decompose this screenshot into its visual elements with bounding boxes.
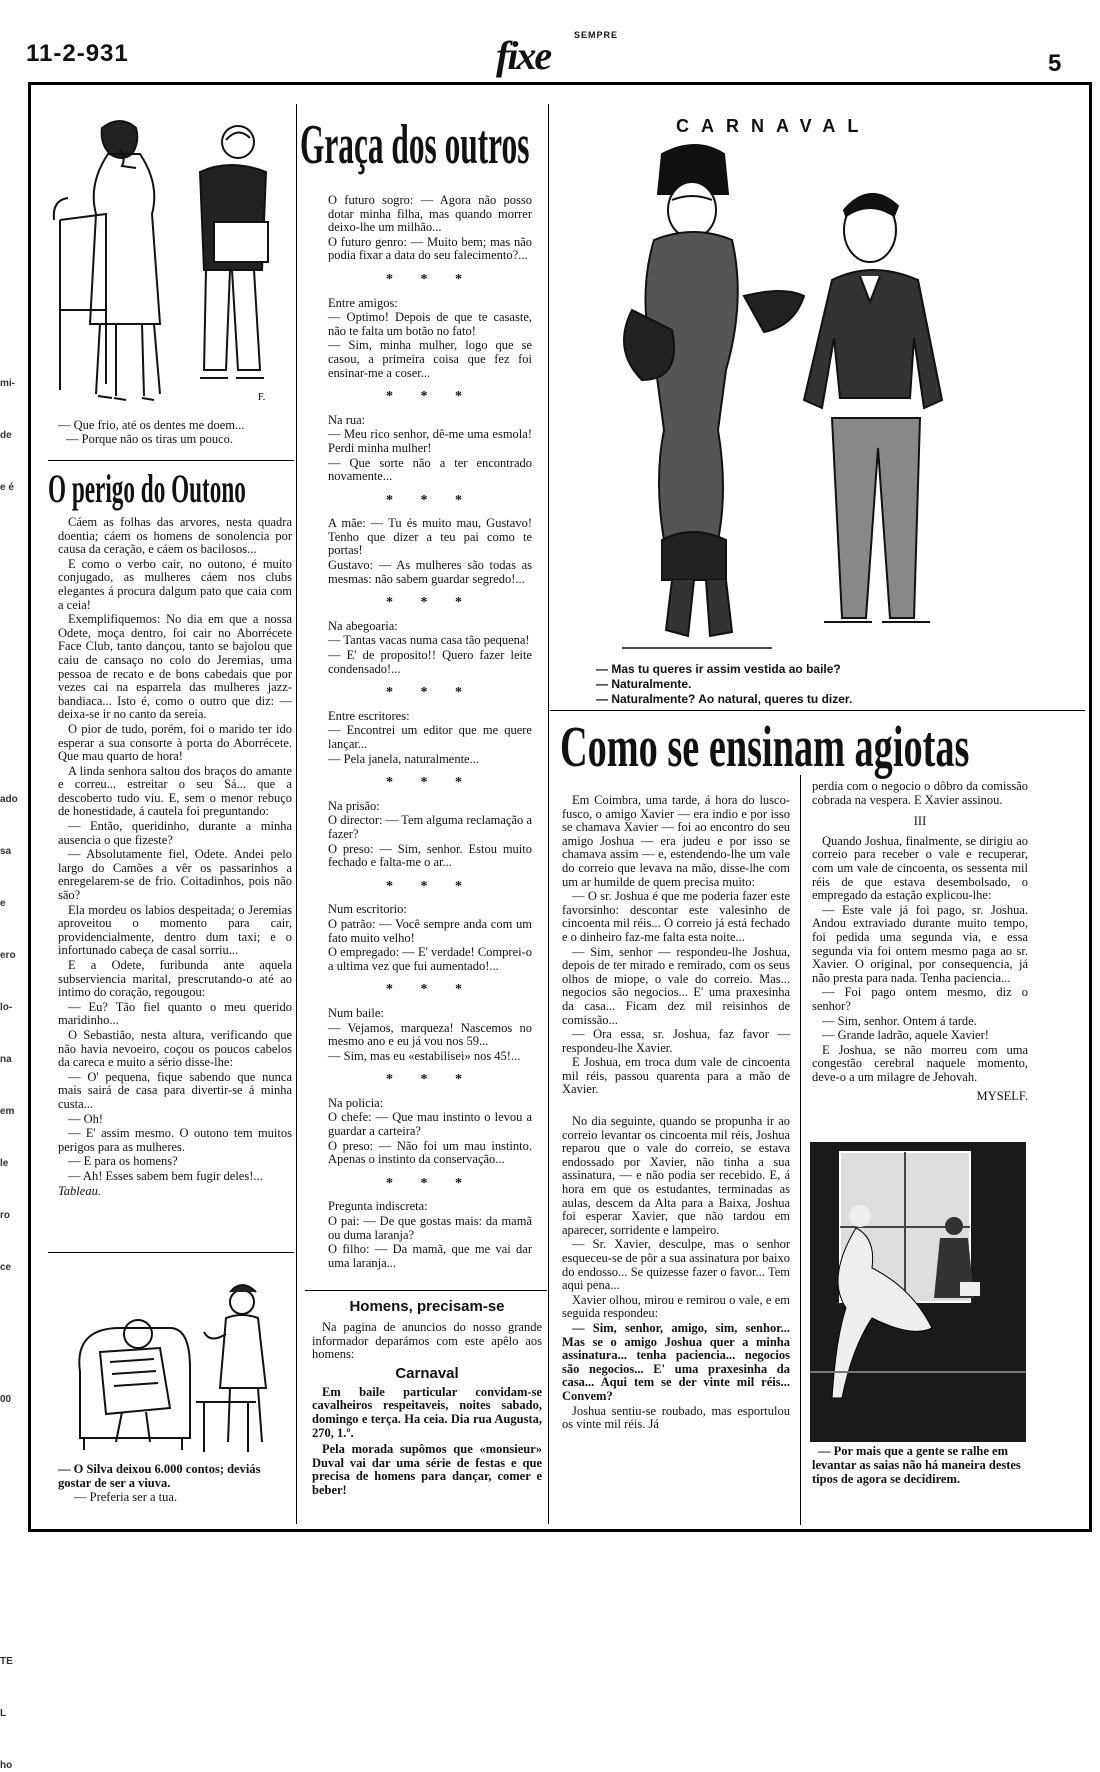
- carnaval-caption: [596, 662, 1026, 707]
- joke-separator: * * *: [386, 1072, 474, 1088]
- rule-above-silva-cartoon: [48, 1252, 294, 1253]
- joke-line: Pregunta indiscreta:: [328, 1199, 428, 1214]
- agiotas-column-1: [562, 794, 790, 1433]
- perigo-paragraph: O pior de tudo, porém, foi o marido ter ido esperar a sua consorte à porta do Aborrécete. Que mau quarto de hora!: [58, 721, 292, 764]
- caption-line: — Preferia ser a tua.: [74, 1490, 178, 1504]
- cartoon-dance-caption: — Por mais que a gente se ralhe em levantar as saias não há maneira destes tipos de agora se decidirem.: [812, 1444, 1021, 1486]
- joke-separator: * * *: [386, 595, 474, 611]
- perigo-paragraph: O Sebastião, nesta altura, verificando que não havia nevoeiro, coçou os poucos cabelos da careca e muito a sério disse-lhe:: [58, 1027, 292, 1070]
- cartoon-silva-caption: [58, 1462, 290, 1504]
- margin-fragment: 00: [0, 1394, 12, 1405]
- perigo-paragraph: — Oh!: [68, 1111, 104, 1126]
- joke-line: O filho: — Da mamã, que me vai dar uma laranja...: [328, 1242, 532, 1270]
- joke-line: Na rua:: [328, 412, 366, 427]
- caption-line: — Naturalmente.: [596, 677, 692, 691]
- perigo-paragraph: Cáem as folhas das arvores, nesta quadra doentia; cáem os homens de sonolencia por causa da ceração, e cáem os bacilosos...: [58, 515, 292, 557]
- perigo-paragraph: Ela mordeu os labios despeitada; o Jeremias aproveitou o momento para cair, providencialmente, dentro dum taxi; e o infortunado cabeça de casal sorriu...: [58, 902, 292, 958]
- graca-title-box: [300, 114, 546, 178]
- perigo-paragraph: E como o verbo cair, no outono, é muito conjugado, as mulheres cáem nos clubs elegantes á procura dalgum pato que caia com a ceia!: [58, 556, 292, 612]
- joke-line: Gustavo: — As mulheres são todas as mesmas: não sabem guardar segredo!...: [328, 558, 532, 586]
- joke-line: — Sim, mas eu «estabilisei» nos 45!...: [328, 1048, 521, 1063]
- perigo-paragraph: — Eu? Tão fiel quanto o meu querido maridinho...: [58, 999, 292, 1028]
- joke-line: Na abegoaria:: [328, 618, 398, 633]
- perigo-paragraph: — O' pequena, fique sabendo que nunca mais sairá de casa para divertir-se á minha custa...: [58, 1069, 292, 1111]
- perigo-paragraph: — Ah! Esses sabem bem fugir deles!...: [68, 1168, 263, 1183]
- margin-fragment: ce: [0, 1262, 12, 1273]
- agiotas-paragraph: No dia seguinte, quando se propunha ir ao correio levantar os cincoenta mil réis, Joshua reparou que o vale do correio, se estava endossado por Xavier, não tinha a sua assinatura, — e não podia ser recebido. E, á hora em que os estudantes, terminadas as aulas, descem da Alta para a Baixa, Joshua foi esperar Xavier, que não tardou em aparecer, sorridente e lampeiro.: [562, 1114, 790, 1237]
- joke-separator: * * *: [386, 685, 474, 701]
- joke-line: O futuro sogro: — Agora não posso dotar minha filha, mas quando morrer deixo-lhe um milhão...: [328, 193, 532, 235]
- logo-text: fixe: [496, 33, 551, 78]
- agiotas-col2-paragraph: perdia com o negocio o dôbro da comissão cobrada na vespera. E Xavier assinou.: [812, 779, 1028, 807]
- column-rule-1: [296, 104, 297, 1524]
- rule-above-homens: [305, 1290, 547, 1291]
- column-rule-2: [548, 104, 549, 1524]
- agiotas-paragraph: Joshua sentiu-se roubado, mas esportulou os vinte mil réis. Já: [562, 1403, 790, 1432]
- homens-title: Homens, precisam-se: [349, 1298, 505, 1315]
- perigo-paragraph: — E' assim mesmo. O outono tem muitos perigos para as mulheres.: [58, 1126, 292, 1154]
- joke-separator: * * *: [386, 271, 474, 287]
- joke-line: O patrão: — Você sempre anda com um fato muito velho!: [328, 916, 532, 945]
- joke-line: A mãe: — Tu és muito mau, Gustavo! Tenho que dizer a teu pai como te portas!: [328, 516, 532, 558]
- joke-line: Num escritorio:: [328, 902, 407, 917]
- carnaval-title-text: CARNAVAL: [676, 116, 871, 136]
- cartoon-silva-reading: [50, 1262, 290, 1462]
- agiotas-paragraph: — Sim, senhor — respondeu-lhe Joshua, depois de ter mirado e remirado, com os seus olhos de miope, o vale do correio. Mas... negocios são negocios... E' uma praxesinha da casa... Ficam dez mil reisinhos de comissão...: [562, 944, 790, 1027]
- agiotas-section-number: III: [913, 814, 927, 829]
- agiotas-paragraph: Xavier olhou, mirou e remirou o vale, e em seguida respondeu:: [562, 1292, 790, 1321]
- cartoon-cold-teeth: [50, 110, 290, 410]
- carnaval-illustration: [592, 140, 982, 660]
- agiotas-paragraph: — Sim, senhor. Ontem á tarde.: [822, 1013, 977, 1028]
- margin-fragment: em: [0, 1106, 15, 1117]
- joke-line: O pai: — De que gostas mais: da mamã ou duma laranja?: [328, 1214, 532, 1242]
- agiotas-title-box: [560, 714, 1080, 784]
- joke-separator: * * *: [386, 1175, 474, 1191]
- margin-fragment: mi-: [0, 378, 15, 389]
- perigo-title-box: [48, 466, 294, 514]
- joke-line: Num baile:: [328, 1005, 384, 1020]
- joke-separator: * * *: [386, 492, 474, 508]
- cartoon-dance-svg: [810, 1142, 1026, 1442]
- graca-title: Graça dos outros: [300, 114, 530, 176]
- rule-under-carnaval: [550, 710, 1085, 711]
- caption-line: — Mas tu queres ir assim vestida ao baile?: [596, 662, 841, 676]
- margin-fragment: L: [0, 1708, 7, 1719]
- logo-small-text: SEMPRE: [573, 30, 618, 40]
- margin-fragment: e é: [0, 482, 14, 493]
- caption-line: — Que frio, até os dentes me doem...: [58, 418, 245, 432]
- agiotas-paragraph: — Foi pago ontem mesmo, diz o senhor?: [812, 985, 1028, 1013]
- perigo-paragraph: A linda senhora saltou dos braços do amante e correu... estreitar o seu Sá... que a descoberto tudo viu. E, sem o menor rebuço de honestidade, á cautela foi preguntando:: [58, 763, 292, 819]
- perigo-paragraph: Tableau.: [58, 1183, 101, 1198]
- cartoon-dance: [810, 1142, 1026, 1442]
- margin-fragment: le: [0, 1158, 9, 1169]
- joke-line: O preso: — Não foi um mau instinto. Apenas o instinto da conservação...: [328, 1138, 532, 1167]
- joke-line: O futuro genro: — Muito bem; mas não podia fixar a data do seu falecimento?...: [328, 234, 532, 263]
- joke-line: Entre escritores:: [328, 708, 410, 723]
- header-date: 11-2-931: [26, 40, 129, 67]
- margin-fragment: sa: [0, 846, 12, 857]
- joke-line: O preso: — Sim, senhor. Estou muito fechado e falta-me o ar...: [328, 841, 532, 870]
- agiotas-paragraph: — Ora essa, sr. Joshua, faz favor — respondeu-lhe Xavier.: [562, 1027, 790, 1055]
- margin-fragment: ado: [0, 794, 18, 805]
- left-margin-strip: [0, 78, 22, 1771]
- margin-fragment: na: [0, 1054, 12, 1065]
- agiotas-column-2: [812, 780, 1028, 1105]
- agiotas-paragraph: E Joshua, em troca dum vale de cincoenta mil réis, passou quarenta para a mão de Xavier.: [562, 1055, 790, 1097]
- agiotas-col2-body: [812, 835, 1028, 1085]
- joke-line: — Vejamos, marqueza! Nascemos no mesmo ano e eu já vou nos 59...: [328, 1020, 532, 1049]
- perigo-paragraph: — Absolutamente fiel, Odete. Andei pelo largo do Camões a vêr os passarinhos a enregelarem-se de frio. Coitadinhos, pois não são?: [58, 847, 292, 903]
- joke-separator: * * *: [386, 982, 474, 998]
- agiotas-signature: MYSELF.: [976, 1089, 1028, 1104]
- margin-fragment: ho: [0, 1760, 13, 1771]
- rule-under-cold-cartoon: [48, 460, 294, 461]
- joke-separator: * * *: [386, 389, 474, 405]
- agiotas-title: Como se ensinam agiotas: [560, 714, 970, 779]
- joke-line: O director: — Tem alguma reclamação a fazer?: [328, 813, 532, 841]
- carnaval-illustration-svg: [592, 140, 982, 660]
- homens-ad-text: Em baile particular convidam-se cavalheiros respeitaveis, noites sabado, domingo e terça. Ha ceia. Dia rua Augusta, 270, 1.º.: [312, 1384, 542, 1440]
- homens-comment: Pela morada supômos que «monsieur» Duval vai dar uma série de festas e que precisa de homens para dançar, comer e beber!: [312, 1442, 542, 1497]
- perigo-paragraph: — E para os homens?: [68, 1154, 178, 1169]
- joke-line: O chefe: — Que mau instinto o levou a guardar a carteira?: [328, 1110, 532, 1139]
- margin-fragment: de: [0, 430, 12, 441]
- joke-line: — Tantas vacas numa casa tão pequena!: [328, 633, 530, 648]
- margin-fragment: e: [0, 898, 6, 909]
- margin-fragment: lo-: [0, 1002, 13, 1013]
- joke-separator: * * *: [386, 878, 474, 894]
- agiotas-paragraph: — Sr. Xavier, desculpe, mas o senhor esqueceu-se de pôr a sua assinatura por baixo do endosso... Se quizesse fazer o favor... Tem aqui pena...: [562, 1237, 790, 1293]
- joke-line: Entre amigos:: [328, 295, 398, 310]
- joke-line: — Encontrei um editor que me quere lançar...: [328, 723, 532, 751]
- agiotas-paragraph: Em Coimbra, uma tarde, á hora do lusco-fusco, o amigo Xavier — era indio e por isso se chamava Xavier — foi ao encontro do seu amigo Joshua — era judeu e por isso se chamava assim — e, estendendo-lhe um vale do correio que levava na mão, disse-lhe com um ar humilde de quem precisa muito:: [562, 793, 790, 889]
- joke-line: O empregado: — E' verdade! Comprei-o a ultima vez que fui aumentado!...: [328, 945, 532, 973]
- column-rule-3: [800, 775, 801, 1525]
- graca-jokes-body: [328, 194, 532, 1271]
- joke-line: Na policia:: [328, 1095, 384, 1110]
- margin-fragment: ero: [0, 950, 16, 961]
- perigo-paragraph: E a Odete, furibunda ante aquela subserviencia marital, prescrutando-o até ao intimo do coração, regougou:: [58, 958, 292, 1000]
- joke-line: — Que sorte não a ter encontrado novamente...: [328, 455, 532, 484]
- agiotas-paragraph: — Este vale já foi pago, sr. Joshua. Andou extraviado durante muito tempo, foi pedida uma segunda via, e essa segunda via foi ontem mesmo paga ao sr. Xavier. O original, por consequencia, já não presta para nada. Tenha paciencia...: [812, 902, 1028, 985]
- margin-fragment: ro: [0, 1210, 10, 1221]
- agiotas-paragraph: E Joshua, se não morreu com uma congestão cerebral naquele momento, deve-o a um milagre de Jehovah.: [812, 1042, 1028, 1084]
- joke-line: Na prisão:: [328, 798, 380, 813]
- margin-fragment: TE: [0, 1656, 13, 1667]
- agiotas-paragraph: — Sim, senhor, amigo, sim, senhor... Mas se o amigo Joshua quer a minha assinatura... tenha paciencia... negocios são negocios... E' uma praxesinha da casa... Aqui tem se der vinte mil réis... Convem?: [562, 1320, 790, 1403]
- caption-line: — Porque não os tiras um pouco.: [66, 432, 233, 446]
- agiotas-paragraph: Quando Joshua, finalmente, se dirigiu ao correio para receber o vale e recuperar, com um vale de cincoenta, os sessenta mil réis de que estava desembolsado, o empregado da estação explicou-lhe:: [812, 833, 1028, 903]
- agiotas-paragraph: — O sr. Joshua é que me poderia fazer este favorsinho: descontar este valesinho de cincoenta mil réis... O correio já está fechado e o dinheiro faz-me falta esta noite...: [562, 889, 790, 944]
- homens-intro: Na pagina de anuncios do nosso grande informador deparámos com este apêlo aos homens:: [312, 1320, 542, 1362]
- cartoon-cold-caption: [58, 418, 290, 446]
- cartoon-signature: F.: [258, 392, 266, 403]
- homens-section: [312, 1298, 542, 1499]
- carnaval-title: [676, 116, 946, 137]
- perigo-paragraph: Exemplifiquemos: No dia em que a nossa Odete, moça dentro, foi cair no Aborrécete Face Club, tanto dançou, tanto se bajolou que caiu de cansaço no colo do Jeremias, uma pessoa de recato e de bons cabedais que por vezes cai na esparrela das mulheres jazz-bandiaca... Isto é, como o outro que diz: — deixa-se ir no canto da sereia.: [58, 612, 292, 722]
- page-number: 5: [1048, 50, 1062, 77]
- joke-separator: * * *: [386, 775, 474, 791]
- perigo-paragraph: — Então, queridinho, durante a minha ausencia o que fizeste?: [58, 819, 292, 847]
- caption-line: — O Silva deixou 6.000 contos; deviás gostar de ser a viuva.: [58, 1462, 261, 1490]
- perigo-article-body: [58, 516, 292, 1199]
- cartoon-silva-svg: [50, 1262, 290, 1462]
- perigo-title: O perigo do Outono: [48, 466, 246, 511]
- homens-ad-title: Carnaval: [395, 1364, 459, 1382]
- joke-line: — Sim, minha mulher, logo que se casou, a primeira coisa que fez foi ensinar-me a coser...: [328, 338, 532, 380]
- masthead-logo: [492, 30, 628, 76]
- agiotas-paragraph: — Grande ladrão, aquele Xavier!: [822, 1028, 989, 1043]
- joke-line: — E' de proposito!! Quero fazer leite condensado!...: [328, 648, 532, 676]
- joke-line: — Meu rico senhor, dê-me uma esmola! Perdi minha mulher!: [328, 427, 532, 455]
- caption-line: — Naturalmente? Ao natural, queres tu dizer.: [596, 692, 853, 706]
- cartoon-cold-teeth-svg: [50, 110, 290, 410]
- joke-line: — Optimo! Depois de que te casaste, não te falta um botão no fato!: [328, 310, 532, 338]
- joke-line: — Pela janela, naturalmente...: [328, 751, 479, 766]
